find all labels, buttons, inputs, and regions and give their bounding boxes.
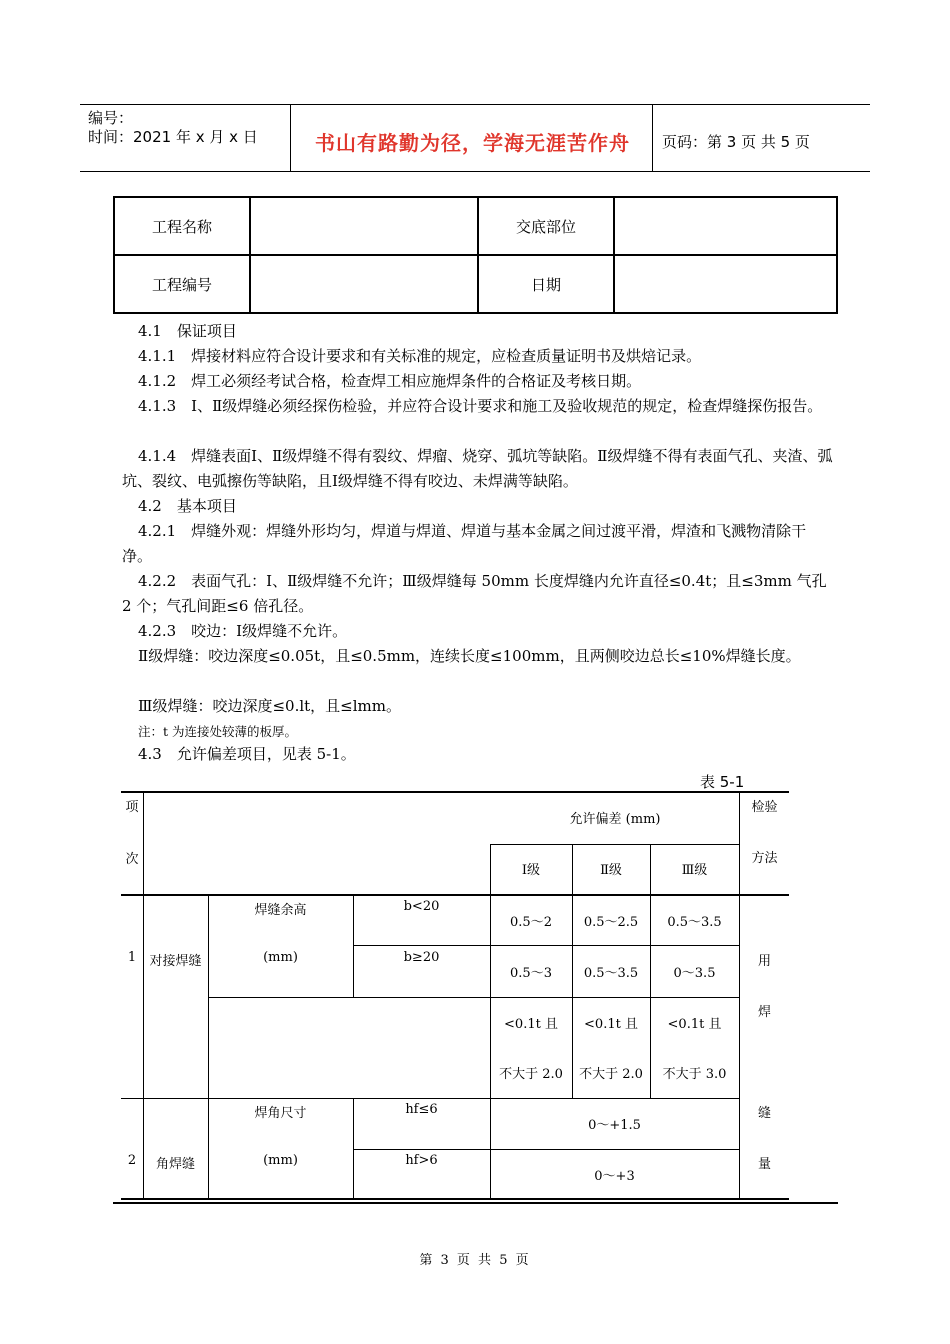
date-value — [614, 255, 837, 313]
section-4-2: 4.2 基本项目 — [138, 497, 237, 515]
head-allowed-deviation: 允许偏差 (mm) — [569, 812, 661, 827]
row1-number: 1 — [127, 950, 137, 965]
row2-weld-type: 角焊缝 — [155, 1157, 195, 1172]
undercut-grade-2: Ⅱ级焊缝：咬边深度≤0.05t，且≤0.5mm，连续长度≤100mm，且两侧咬边总长≤10%焊缝长度。 — [138, 647, 801, 665]
header-divider-right — [652, 104, 653, 172]
header-divider-left — [290, 104, 291, 172]
section-4-1: 4.1 保证项目 — [138, 322, 237, 340]
row1-c2-grade3: 0～3.5 — [673, 966, 716, 981]
date-label: 日期 — [478, 255, 614, 313]
time-label: 时间：2021 年 x 月 x 日 — [88, 128, 258, 146]
row2-condition-2: hf>6 — [405, 1153, 438, 1168]
header-motto: 书山有路勤为径，学海无涯苦作舟 — [315, 131, 630, 155]
project-no-value — [250, 255, 478, 313]
clause-4-1-1: 4.1.1 焊接材料应符合设计要求和有关标准的规定，应检查质量证明书及烘焙记录。 — [138, 347, 702, 365]
table-caption: 表 5-1 — [700, 773, 745, 791]
row1-item: 焊缝余高 — [254, 903, 307, 918]
clause-4-1-4: 4.1.4 焊缝表面Ⅰ、Ⅱ级焊缝不得有裂纹、焊瘤、烧穿、弧坑等缺陷。Ⅱ级焊缝不得有表面气孔、夹渣、弧坑、裂纹、电弧擦伤等缺陷，且Ⅰ级焊缝不得有咬边、未焊满等缺陷。 — [122, 447, 833, 490]
project-name-value — [250, 197, 478, 255]
row2-value-2: 0～+3 — [594, 1169, 635, 1184]
section-4-3: 4.3 允许偏差项目，见表 5-1。 — [138, 745, 356, 763]
head-check-top: 检验 — [751, 800, 778, 815]
row1-extra-grade1-a: <0.1t 且 — [504, 1017, 558, 1032]
row1-condition-2: b≥20 — [403, 950, 440, 965]
row1-c1-grade2: 0.5～2.5 — [583, 915, 639, 930]
section-value — [614, 197, 837, 255]
row2-item: 焊角尺寸 — [254, 1106, 307, 1121]
head-item-top: 项 — [125, 800, 139, 815]
section-label: 交底部位 — [478, 197, 614, 255]
row1-c2-grade2: 0.5～3.5 — [583, 966, 639, 981]
page-indicator: 页码：第 3 页 共 5 页 — [662, 133, 810, 151]
head-grade-2: Ⅱ级 — [600, 863, 622, 878]
project-name-label: 工程名称 — [114, 197, 250, 255]
clause-4-2-3: 4.2.3 咬边：Ⅰ级焊缝不允许。 — [138, 622, 348, 640]
header-bottom-rule — [80, 171, 870, 172]
head-grade-3: Ⅲ级 — [681, 863, 708, 878]
row2-value-1: 0～+1.5 — [588, 1118, 641, 1133]
row1-condition-1: b<20 — [403, 899, 440, 914]
clause-4-2-2: 4.2.2 表面气孔：Ⅰ、Ⅱ级焊缝不允许；Ⅲ级焊缝每 50mm 长度焊缝内允许直径≤0.4t；且≤3mm 气孔 2 个；气孔间距≤6 倍孔径。 — [122, 572, 827, 615]
method-char-3: 缝 — [757, 1106, 771, 1121]
method-char-1: 用 — [757, 954, 771, 969]
row1-extra-grade1-b: 不大于 2.0 — [499, 1067, 563, 1082]
doc-number-label: 编号： — [88, 109, 134, 127]
undercut-grade-3: Ⅲ级焊缝：咬边深度≤0.lt，且≤lmm。 — [138, 697, 401, 715]
project-no-label: 工程编号 — [114, 255, 250, 313]
row2-unit: (mm) — [263, 1153, 298, 1168]
row1-extra-grade2-a: <0.1t 且 — [584, 1017, 638, 1032]
row1-c1-grade1: 0.5～2 — [510, 915, 552, 930]
head-check-bottom: 方法 — [751, 851, 778, 866]
note-thickness: 注：t 为连接处较薄的板厚。 — [138, 724, 297, 739]
footer-page-number: 第 3 页 共 5 页 — [419, 1253, 531, 1268]
header-top-rule — [80, 104, 870, 105]
row1-extra-grade3-b: 不大于 3.0 — [662, 1067, 727, 1082]
row1-extra-grade2-b: 不大于 2.0 — [579, 1067, 643, 1082]
clause-4-2-1: 4.2.1 焊缝外观：焊缝外形均匀，焊道与焊道、焊道与基本金属之间过渡平滑，焊渣和飞溅物清除干净。 — [122, 522, 807, 565]
method-char-2: 焊 — [757, 1005, 771, 1020]
row1-c2-grade1: 0.5～3 — [510, 966, 552, 981]
head-grade-1: Ⅰ级 — [521, 863, 541, 878]
clause-4-1-3: 4.1.3 I、Ⅱ级焊缝必须经探伤检验，并应符合设计要求和施工及验收规范的规定，检查焊缝探伤报告。 — [138, 397, 823, 415]
row2-condition-1: hf≤6 — [405, 1102, 438, 1117]
project-info-table — [113, 196, 838, 314]
clause-4-1-2: 4.1.2 焊工必须经考试合格，检查焊工相应施焊条件的合格证及考核日期。 — [138, 372, 642, 390]
row1-c1-grade3: 0.5～3.5 — [667, 915, 722, 930]
head-item-bottom: 次 — [125, 852, 139, 867]
row1-unit: (mm) — [263, 950, 298, 965]
method-char-4: 量 — [757, 1157, 771, 1172]
row2-number: 2 — [127, 1153, 137, 1168]
row1-weld-type: 对接焊缝 — [149, 954, 202, 969]
row1-extra-grade3-a: <0.1t 且 — [667, 1017, 722, 1032]
